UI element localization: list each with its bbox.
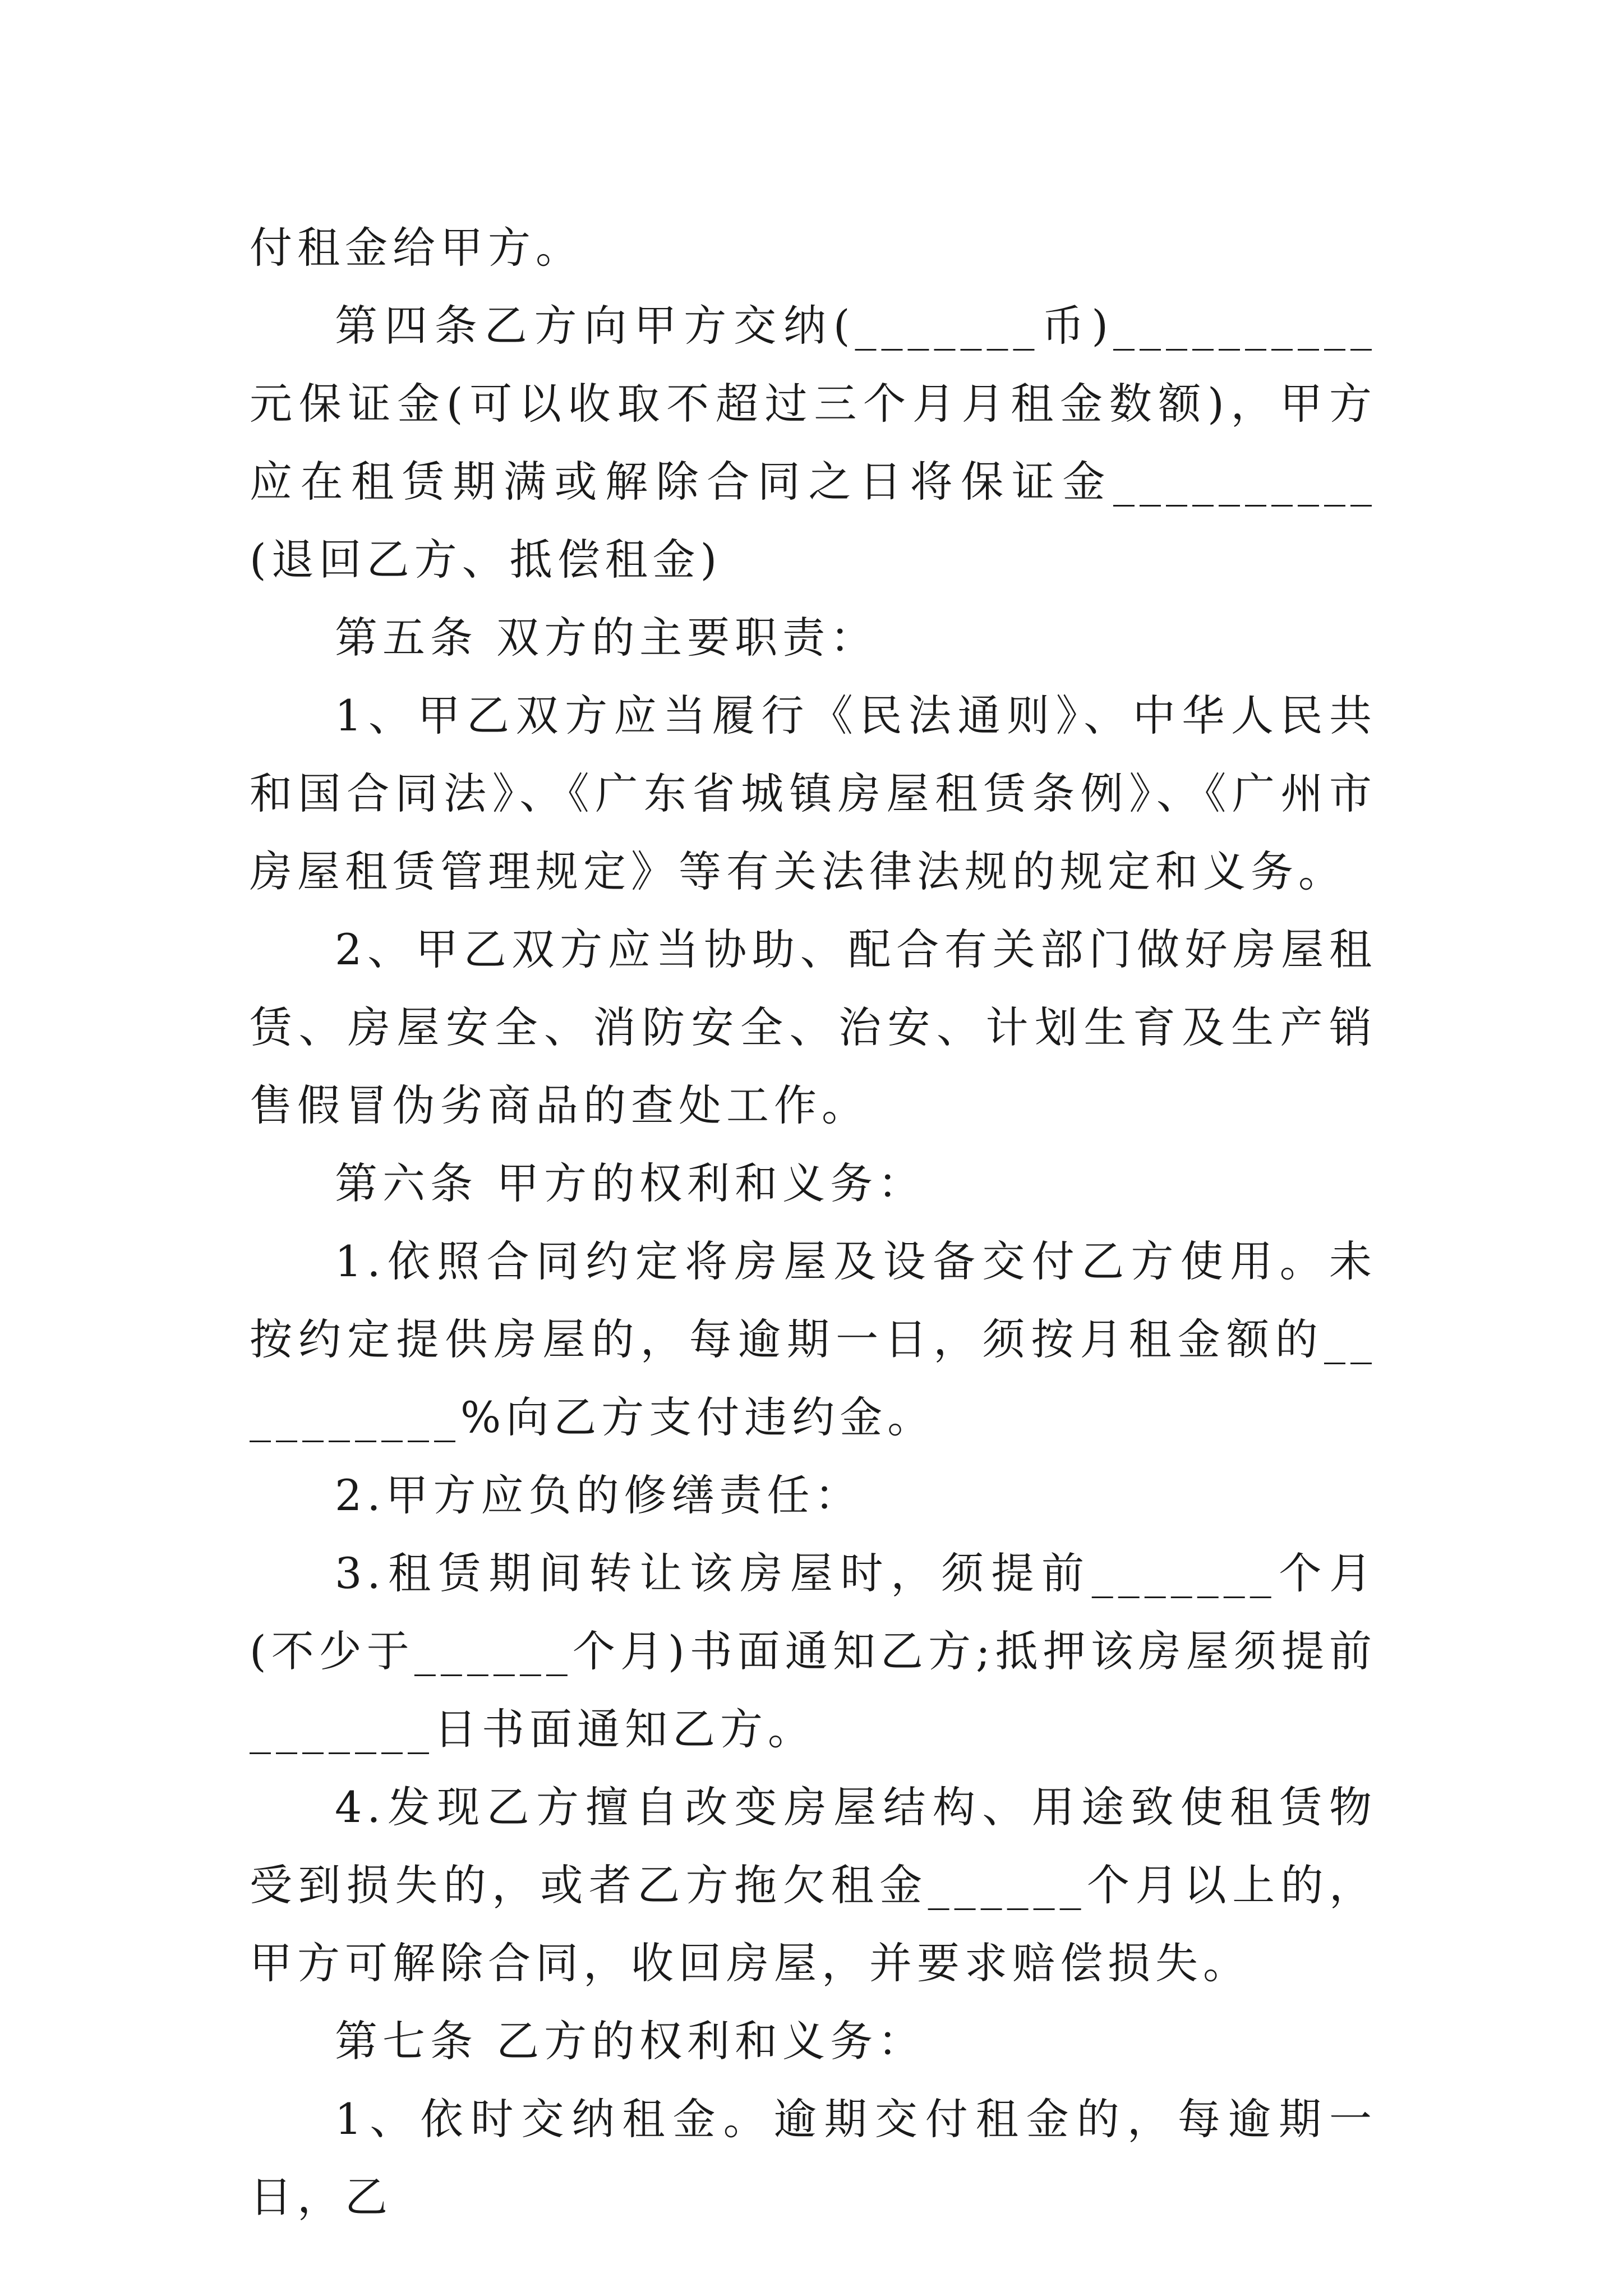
paragraph-article-5-item-1: 1、甲乙双方应当履行《民法通则》、中华人民共和国合同法》、《广东省城镇房屋租赁条例》、《广州市房屋租赁管理规定》等有关法律法规的规定和义务。 [250,691,1377,896]
paragraph-article-5-item-2: 2、甲乙双方应当协助、配合有关部门做好房屋租赁、房屋安全、消防安全、治安、计划生育及生产销售假冒伪劣商品的查处工作。 [250,924,1377,1130]
paragraph-article-6-item-3: 3.租赁期间转让该房屋时，须提前_______个月(不少于______个月)书面通知乙方;抵押该房屋须提前_______日书面通知乙方。 [250,1548,1377,1754]
paragraph-article-7-item-1: 1、依时交纳租金。逾期交付租金的，每逾期一日，乙 [250,2094,1377,2222]
paragraph-article-4: 第四条乙方向甲方交纳(_______币)__________元保证金(可以收取不超过三个月月租金数额)，甲方应在租赁期满或解除合同之日将保证金__________(退回乙方、抵偿租金) [250,301,1377,585]
heading-article-5: 第五条 双方的主要职责： [335,613,878,662]
paragraph-1: 付租金给甲方。 [250,223,583,273]
document-body [250,209,1377,2236]
heading-article-7: 第七条 乙方的权利和义务： [335,2016,926,2066]
paragraph-article-6-item-4: 4.发现乙方擅自改变房屋结构、用途致使租赁物受到损失的，或者乙方拖欠租金______个月以上的，甲方可解除合同，收回房屋，并要求赔偿损失。 [250,1782,1377,1988]
paragraph-article-6-item-2: 2.甲方应负的修缮责任： [335,1470,863,1520]
paragraph-article-6-item-1: 1.依照合同约定将房屋及设备交付乙方使用。未按约定提供房屋的，每逾期一日，须按月租金额的__________%向乙方支付违约金。 [250,1236,1377,1442]
heading-article-6: 第六条 甲方的权利和义务： [335,1158,926,1208]
